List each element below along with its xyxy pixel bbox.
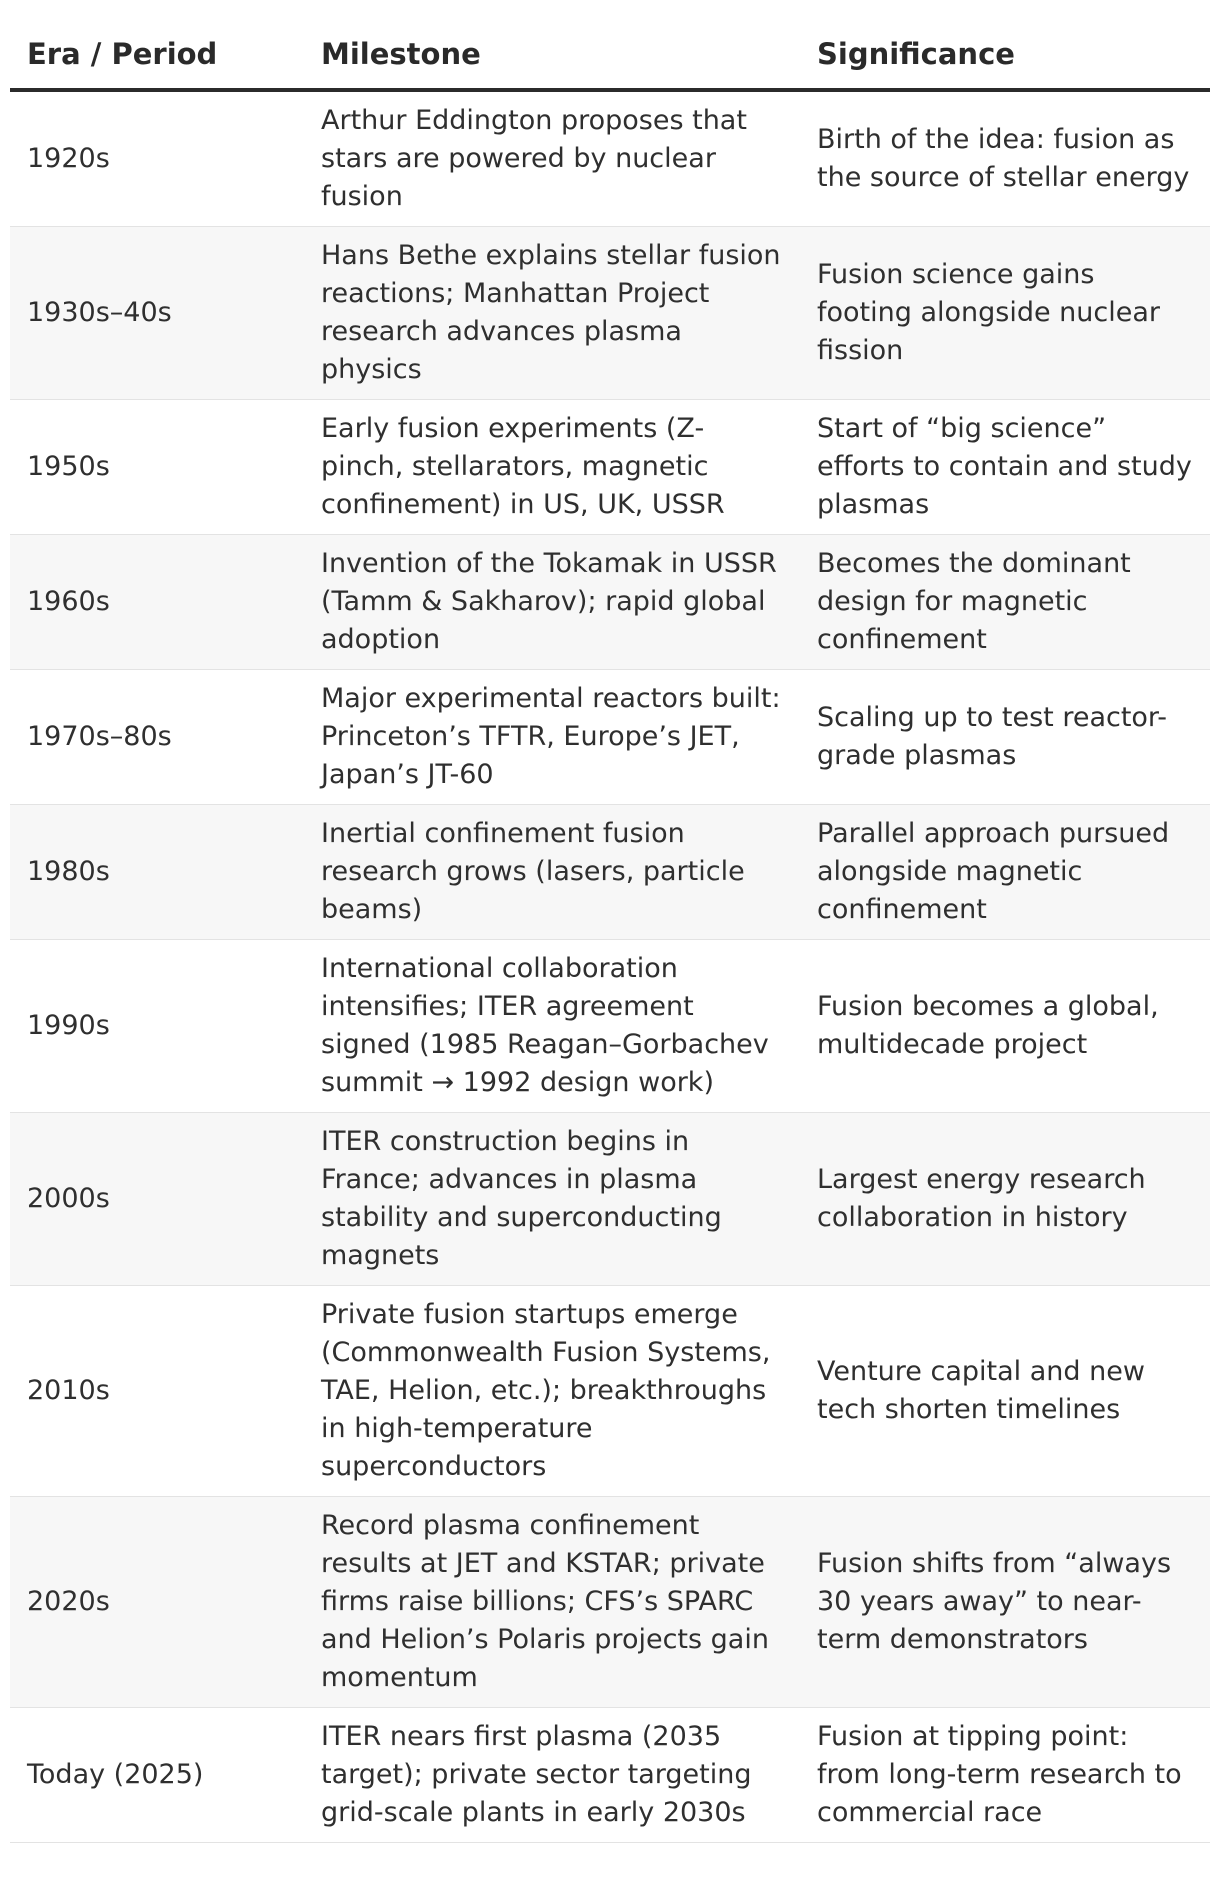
- table-body: [10, 90, 1210, 1843]
- table-row: [10, 400, 1210, 535]
- table-row: [10, 805, 1210, 940]
- table-row: [10, 940, 1210, 1113]
- significance-cell: Fusion science gains footing alongside nuclear fission: [800, 227, 1210, 400]
- header-era-period: Era / Period: [10, 20, 304, 90]
- table-row: [10, 1497, 1210, 1708]
- era-cell: 1970s–80s: [10, 670, 304, 805]
- era-cell: 2000s: [10, 1113, 304, 1286]
- era-cell: 1930s–40s: [10, 227, 304, 400]
- significance-cell: Scaling up to test reactor-grade plasmas: [800, 670, 1210, 805]
- era-cell: 1920s: [10, 90, 304, 227]
- table-row: [10, 535, 1210, 670]
- table-row: [10, 670, 1210, 805]
- table-row: [10, 1708, 1210, 1843]
- milestone-cell: International collaboration intensifies; ITER agreement signed (1985 Reagan–Gorbachev summit → 1992 design work): [304, 940, 800, 1113]
- milestone-cell: Hans Bethe explains stellar fusion reactions; Manhattan Project research advances plasma physics: [304, 227, 800, 400]
- fusion-timeline-table-container: [10, 20, 1210, 1843]
- table-header: [10, 20, 1210, 90]
- milestone-cell: Inertial confinement fusion research grows (lasers, particle beams): [304, 805, 800, 940]
- era-cell: 1990s: [10, 940, 304, 1113]
- significance-cell: Largest energy research collaboration in history: [800, 1113, 1210, 1286]
- significance-cell: Fusion shifts from “always 30 years away” to near-term demonstrators: [800, 1497, 1210, 1708]
- milestone-cell: Private fusion startups emerge (Commonwealth Fusion Systems, TAE, Helion, etc.); breakthroughs in high-temperature superconductors: [304, 1286, 800, 1497]
- milestone-cell: Arthur Eddington proposes that stars are powered by nuclear fusion: [304, 90, 800, 227]
- milestone-cell: Invention of the Tokamak in USSR (Tamm & Sakharov); rapid global adoption: [304, 535, 800, 670]
- era-cell: 1980s: [10, 805, 304, 940]
- fusion-timeline-table: [10, 20, 1210, 1843]
- era-cell: Today (2025): [10, 1708, 304, 1843]
- header-row: [10, 20, 1210, 90]
- milestone-cell: Major experimental reactors built: Princeton’s TFTR, Europe’s JET, Japan’s JT-60: [304, 670, 800, 805]
- table-row: [10, 1286, 1210, 1497]
- table-row: [10, 90, 1210, 227]
- era-cell: 1960s: [10, 535, 304, 670]
- significance-cell: Venture capital and new tech shorten timelines: [800, 1286, 1210, 1497]
- milestone-cell: Record plasma confinement results at JET and KSTAR; private firms raise billions; CFS’s SPARC and Helion’s Polaris projects gain momentum: [304, 1497, 800, 1708]
- milestone-cell: Early fusion experiments (Z-pinch, stellarators, magnetic confinement) in US, UK, USSR: [304, 400, 800, 535]
- table-row: [10, 1113, 1210, 1286]
- milestone-cell: ITER nears first plasma (2035 target); private sector targeting grid-scale plants in early 2030s: [304, 1708, 800, 1843]
- era-cell: 1950s: [10, 400, 304, 535]
- table-row: [10, 227, 1210, 400]
- significance-cell: Becomes the dominant design for magnetic confinement: [800, 535, 1210, 670]
- significance-cell: Fusion becomes a global, multidecade project: [800, 940, 1210, 1113]
- significance-cell: Start of “big science” efforts to contain and study plasmas: [800, 400, 1210, 535]
- era-cell: 2010s: [10, 1286, 304, 1497]
- significance-cell: Parallel approach pursued alongside magnetic confinement: [800, 805, 1210, 940]
- milestone-cell: ITER construction begins in France; advances in plasma stability and superconducting magnets: [304, 1113, 800, 1286]
- header-significance: Significance: [800, 20, 1210, 90]
- significance-cell: Birth of the idea: fusion as the source of stellar energy: [800, 90, 1210, 227]
- significance-cell: Fusion at tipping point: from long-term research to commercial race: [800, 1708, 1210, 1843]
- era-cell: 2020s: [10, 1497, 304, 1708]
- header-milestone: Milestone: [304, 20, 800, 90]
